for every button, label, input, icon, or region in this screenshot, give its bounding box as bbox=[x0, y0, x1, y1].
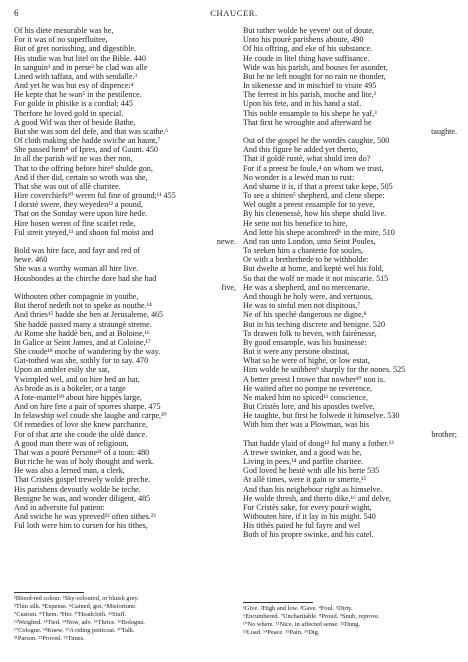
verse-line: Ful loth were him to cursen for his tithes, bbox=[14, 521, 148, 531]
verse-line: To see a shitten⁵ shepherd, and clene shepe: bbox=[243, 191, 385, 201]
verse-line: But dwelte at home, and keptè wel his fold, bbox=[243, 264, 384, 274]
verse-line: And if ther did, certain so wroth was she, bbox=[14, 172, 148, 182]
verse-line: To seeken him a chanterie for soules, bbox=[243, 246, 364, 256]
verse-line: taughte. bbox=[431, 126, 457, 136]
verse-line: So that the wolf ne made it not miscarie. 515 bbox=[243, 273, 389, 283]
verse-line: For Cristès sake, for every pourè wight, bbox=[243, 502, 372, 512]
verse-line: Ful streit yteyed,¹³ and shoon ful moist and bbox=[14, 227, 154, 237]
verse-line: A better preest I trowe that nowher¹⁰ non is. bbox=[243, 374, 386, 384]
verse-line: That hadde ylaid of dong¹² ful many a fother.¹³ bbox=[243, 438, 394, 448]
verse-line: Him wolde he snibben⁹ sharply for the nones. 525 bbox=[243, 365, 406, 375]
footnote-line: ¹²Weighed. ¹³Tied. ¹⁴Now, adv. ¹⁵Thrice. ¹⁶Bologna. bbox=[14, 619, 145, 627]
verse-line: In sanguin¹ and in perse² he clad was alle bbox=[14, 62, 148, 72]
verse-line: But it were any persone obstinat, bbox=[243, 347, 350, 357]
verse-line: Withouten other compagnie in youthe, bbox=[14, 291, 139, 301]
verse-line: She passed hem⁸ of Ipres, and of Gaunt. 450 bbox=[14, 145, 158, 155]
verse-line: But riche he was of holy thought and werk. bbox=[14, 457, 155, 467]
verse-line: His studie was but litel on the Bible. 440 bbox=[14, 53, 146, 63]
verse-line: Hire hosen weren of fine scarlet rede, bbox=[14, 218, 136, 228]
verse-line: In sikenesse and in mischief to visite 495 bbox=[243, 81, 377, 91]
verse-line: Out of the gospel he the wordès caughte, 500 bbox=[243, 136, 390, 146]
verse-line: He waited after no pompe ne reverence, bbox=[243, 383, 373, 393]
verse-line: And yet he was but esy of dispence:⁴ bbox=[14, 81, 134, 91]
left-column bbox=[14, 26, 236, 530]
verse-line: That on the Sonday were upon hire hede. bbox=[14, 209, 148, 219]
footnote-line: ¹³Load. ¹⁴Peace. ¹⁵Pain. ¹⁶Dig. bbox=[243, 629, 320, 637]
verse-line: Ywimpled wel, and on hire hed an hat, bbox=[14, 374, 140, 384]
footnote-line: ¹⁷Cologne. ¹⁸Knew. ¹⁹A riding petticoat. ²⁰Talk. bbox=[14, 627, 135, 635]
verse-line: He was to sinful men not dispitous,⁷ bbox=[243, 301, 361, 311]
footnote-line: ⁶Encumbered. ⁷Uncharitable. ⁸Proud. ⁹Snub, reprove. bbox=[243, 613, 380, 621]
verse-line: Wel ought a preest ensample for to yeve, bbox=[243, 200, 375, 210]
verse-line: And ran unto London, unto Seint Poules, bbox=[243, 236, 376, 246]
verse-line: Or with a bretherhede to be withholde: bbox=[243, 255, 369, 265]
footnote-line: ¹Give. ²High and low. ³Gave. ⁴Foul. ⁵Dirty. bbox=[243, 605, 353, 612]
verse-line: I dorstè swere, they weyeden¹² a pound, bbox=[14, 200, 143, 210]
verse-line: What so he were of highe, or low estat, bbox=[243, 356, 370, 366]
running-head: CHAUCER. bbox=[210, 8, 258, 18]
verse-line: That first he wroughte and afterward he bbox=[243, 117, 372, 127]
verse-line: Ne maked him no spiced¹¹ conscience, bbox=[243, 392, 368, 402]
verse-line: He wolde thresh, and therto dike,¹⁶ and delve, bbox=[243, 493, 392, 503]
verse-line: Both of his propre swinke, and his catel. bbox=[243, 530, 374, 540]
verse-line: But Cristès lore, and his apostles twelve, bbox=[243, 402, 375, 412]
verse-line: Benigne he was, and wonder diligent, 485 bbox=[14, 493, 151, 503]
verse-line: Upon his fete, and in his hand a staf. bbox=[243, 99, 362, 109]
verse-line: In all the parish wif ne was ther non, bbox=[14, 154, 133, 164]
footnote-line: ²¹Parson. ²²Proved. ²³Times. bbox=[14, 635, 85, 643]
verse-line: He was also a lerned man, a clerk, bbox=[14, 466, 125, 476]
verse-line: For golde in phisike is a cordial; 445 bbox=[14, 99, 133, 109]
page-number: 6 bbox=[14, 8, 19, 18]
verse-line: Of his diete mesurable was he, bbox=[14, 26, 114, 35]
verse-line: At Rome she haddè ben, and at Boloine,¹⁶ bbox=[14, 328, 150, 338]
verse-line: For if a preest be foule,⁴ on whom we trust, bbox=[243, 163, 384, 173]
verse-line: That Cristès gospel trewely wolde preche. bbox=[14, 475, 151, 485]
verse-line: No wonder is a lewèd man to rust: bbox=[243, 172, 355, 182]
verse-line: In Galice at Seint James, and at Coloine,¹⁷ bbox=[14, 337, 151, 347]
verse-line: Hire coverchiefs¹⁰ weren ful fine of ground;¹¹ 455 bbox=[14, 191, 176, 201]
footnote-line: ¹⁰No where. ¹¹Nice, in affected sense. ¹²Dung. bbox=[243, 621, 361, 629]
verse-line: A good Wif was ther of beside Bathe, bbox=[14, 117, 136, 127]
verse-line: A good man there was of religioun, bbox=[14, 438, 129, 448]
verse-line: That was a pourè Persone²¹ of a toun: 480 bbox=[14, 447, 150, 457]
verse-line: That to the offring before hire⁹ shulde gon, bbox=[14, 163, 153, 173]
verse-line: God loved he bestè with alle his herte 535 bbox=[243, 466, 380, 476]
verse-line: brother; bbox=[431, 429, 457, 439]
verse-line: hewe. 460 bbox=[14, 255, 48, 265]
verse-line: He coude in litel thing have suffisance. bbox=[243, 53, 370, 63]
left-footnote-rule bbox=[14, 592, 84, 593]
verse-line: This noble ensample to his shepe he yaf,³ bbox=[243, 108, 377, 118]
verse-line: Withouten hire, if it lay in his might. 540 bbox=[243, 512, 376, 522]
verse-line: That if goldè rustè, what shuld iren do? bbox=[243, 154, 371, 164]
verse-line: But in his teching discrete and benigne. 520 bbox=[243, 319, 386, 329]
verse-line: five, bbox=[221, 282, 236, 292]
verse-line: And shame it is, if that a preest take kepe, 505 bbox=[243, 181, 393, 191]
verse-line: He was a shepherd, and no mercenarie. bbox=[243, 282, 370, 292]
verse-line: Of remedies of love she knew parchance, bbox=[14, 420, 148, 430]
verse-line: For it was of no superfluitee, bbox=[14, 35, 108, 45]
verse-line: Unto his pourè parishens aboute, 490 bbox=[243, 35, 364, 45]
verse-line: The ferrest in his parish, moche and lite,² bbox=[243, 90, 377, 100]
verse-line: And this figure he added yet therto, bbox=[243, 145, 358, 155]
verse-line: With him ther was a Plowman, was his bbox=[243, 420, 370, 430]
verse-line: Living in pees,¹⁴ and parfite charitee. bbox=[243, 457, 364, 467]
footnote-line: ⁷Custom. ⁸Them. ⁹Her. ¹⁰Headcloth. ¹¹Stuff. bbox=[14, 611, 127, 619]
verse-line: In felawship wel coude she laughe and carpe,²⁰ bbox=[14, 411, 167, 421]
verse-line: But she was som del defe, and that was scathe.⁶ bbox=[14, 126, 169, 136]
verse-line: As brode as is a bokeler, or a targe bbox=[14, 383, 126, 393]
right-footnote-rule bbox=[243, 602, 313, 603]
verse-line: For of that arte she coude the oldè dance. bbox=[14, 429, 148, 439]
verse-line: And swiche he was ypreved²² often sithes.²³ bbox=[14, 512, 156, 522]
right-column bbox=[243, 26, 457, 540]
verse-line: Lined with taffata, and with sendalle.³ bbox=[14, 71, 137, 81]
verse-line: Therfore he loved gold in special. bbox=[14, 108, 124, 118]
verse-line: And in adversite ful patient: bbox=[14, 502, 105, 512]
verse-line: He kepte that he wan⁵ in the pestilence. bbox=[14, 90, 142, 100]
verse-line: And than his neighebour right as himselve. bbox=[243, 484, 383, 494]
verse-line: At allè times, were it gain or smerte,¹⁵ bbox=[243, 475, 367, 485]
verse-line: But he ne left nought for no rain ne thonder, bbox=[243, 71, 386, 81]
verse-line: But rather wolde he yeven¹ out of doute, bbox=[243, 26, 374, 35]
verse-line: And though he holy were, and vertuous, bbox=[243, 291, 373, 301]
verse-line: She was a worthy woman all hire live. bbox=[14, 264, 139, 274]
verse-line: And lette his shepe acombred⁶ in the mire, 510 bbox=[243, 227, 395, 237]
verse-line: A fote-mantel¹⁹ about hire hippès large, bbox=[14, 392, 142, 402]
footnote-line: ¹Blood-red colour. ²Sky-coloured, or bluish grey. bbox=[14, 595, 139, 602]
left-footnotes bbox=[14, 595, 236, 644]
verse-line: Wide was his parish, and houses fer asonder, bbox=[243, 62, 388, 72]
verse-line: Ne of his spechè dangerous ne digne,⁸ bbox=[243, 310, 367, 320]
verse-line: He sette not his benefice to hire, bbox=[243, 218, 348, 228]
verse-line: To drawen folk to heven, with fairènesse, bbox=[243, 328, 377, 338]
verse-line: But therof nedeth not to speke as nouthe.¹⁴ bbox=[14, 301, 152, 311]
verse-line: She coude¹⁸ moche of wandering by the way. bbox=[14, 347, 161, 357]
verse-line: Upon an ambler esily she sat, bbox=[14, 365, 110, 375]
verse-line: She haddè passed many a straungè streme. bbox=[14, 319, 152, 329]
verse-line: newe. bbox=[216, 236, 236, 246]
verse-line: And on hire fete a pair of sporres sharpe. 475 bbox=[14, 402, 161, 412]
verse-line: He taughte, but first he folwede it himselve. 530 bbox=[243, 411, 400, 421]
verse-line: Of cloth making she hadde swiche an haunt,⁷ bbox=[14, 136, 161, 146]
verse-line: And thries¹⁵ hadde she ben at Jerusaleme, 465 bbox=[14, 310, 164, 320]
footnote-line: ³Thin silk. ⁴Expense. ⁵Gained, got. ⁶Misfortune. bbox=[14, 603, 137, 611]
verse-line: His parishens devoutly wolde he teche. bbox=[14, 484, 141, 494]
verse-line: But of gret norisshing, and digestible. bbox=[14, 44, 137, 54]
right-footnotes bbox=[243, 605, 457, 637]
verse-line: By his clenenessè, how his shepe shuld live. bbox=[243, 209, 387, 219]
verse-line: Bold was hire face, and fayr and red of bbox=[14, 246, 141, 256]
verse-line: A trewe swinker, and a good was he, bbox=[243, 447, 362, 457]
verse-line: Of his offring, and eke of his substance. bbox=[243, 44, 373, 54]
verse-line: His tithès paied he ful fayre and wel bbox=[243, 521, 361, 531]
page-header bbox=[0, 8, 468, 20]
verse-line: By good ensample, was his businesse: bbox=[243, 337, 367, 347]
verse-line: Gat-tothed was she, sothly for to say. 470 bbox=[14, 356, 149, 366]
verse-line: That she was out of allè charitee. bbox=[14, 181, 121, 191]
verse-line: Housbondes at the chirche dore had she had bbox=[14, 273, 157, 283]
